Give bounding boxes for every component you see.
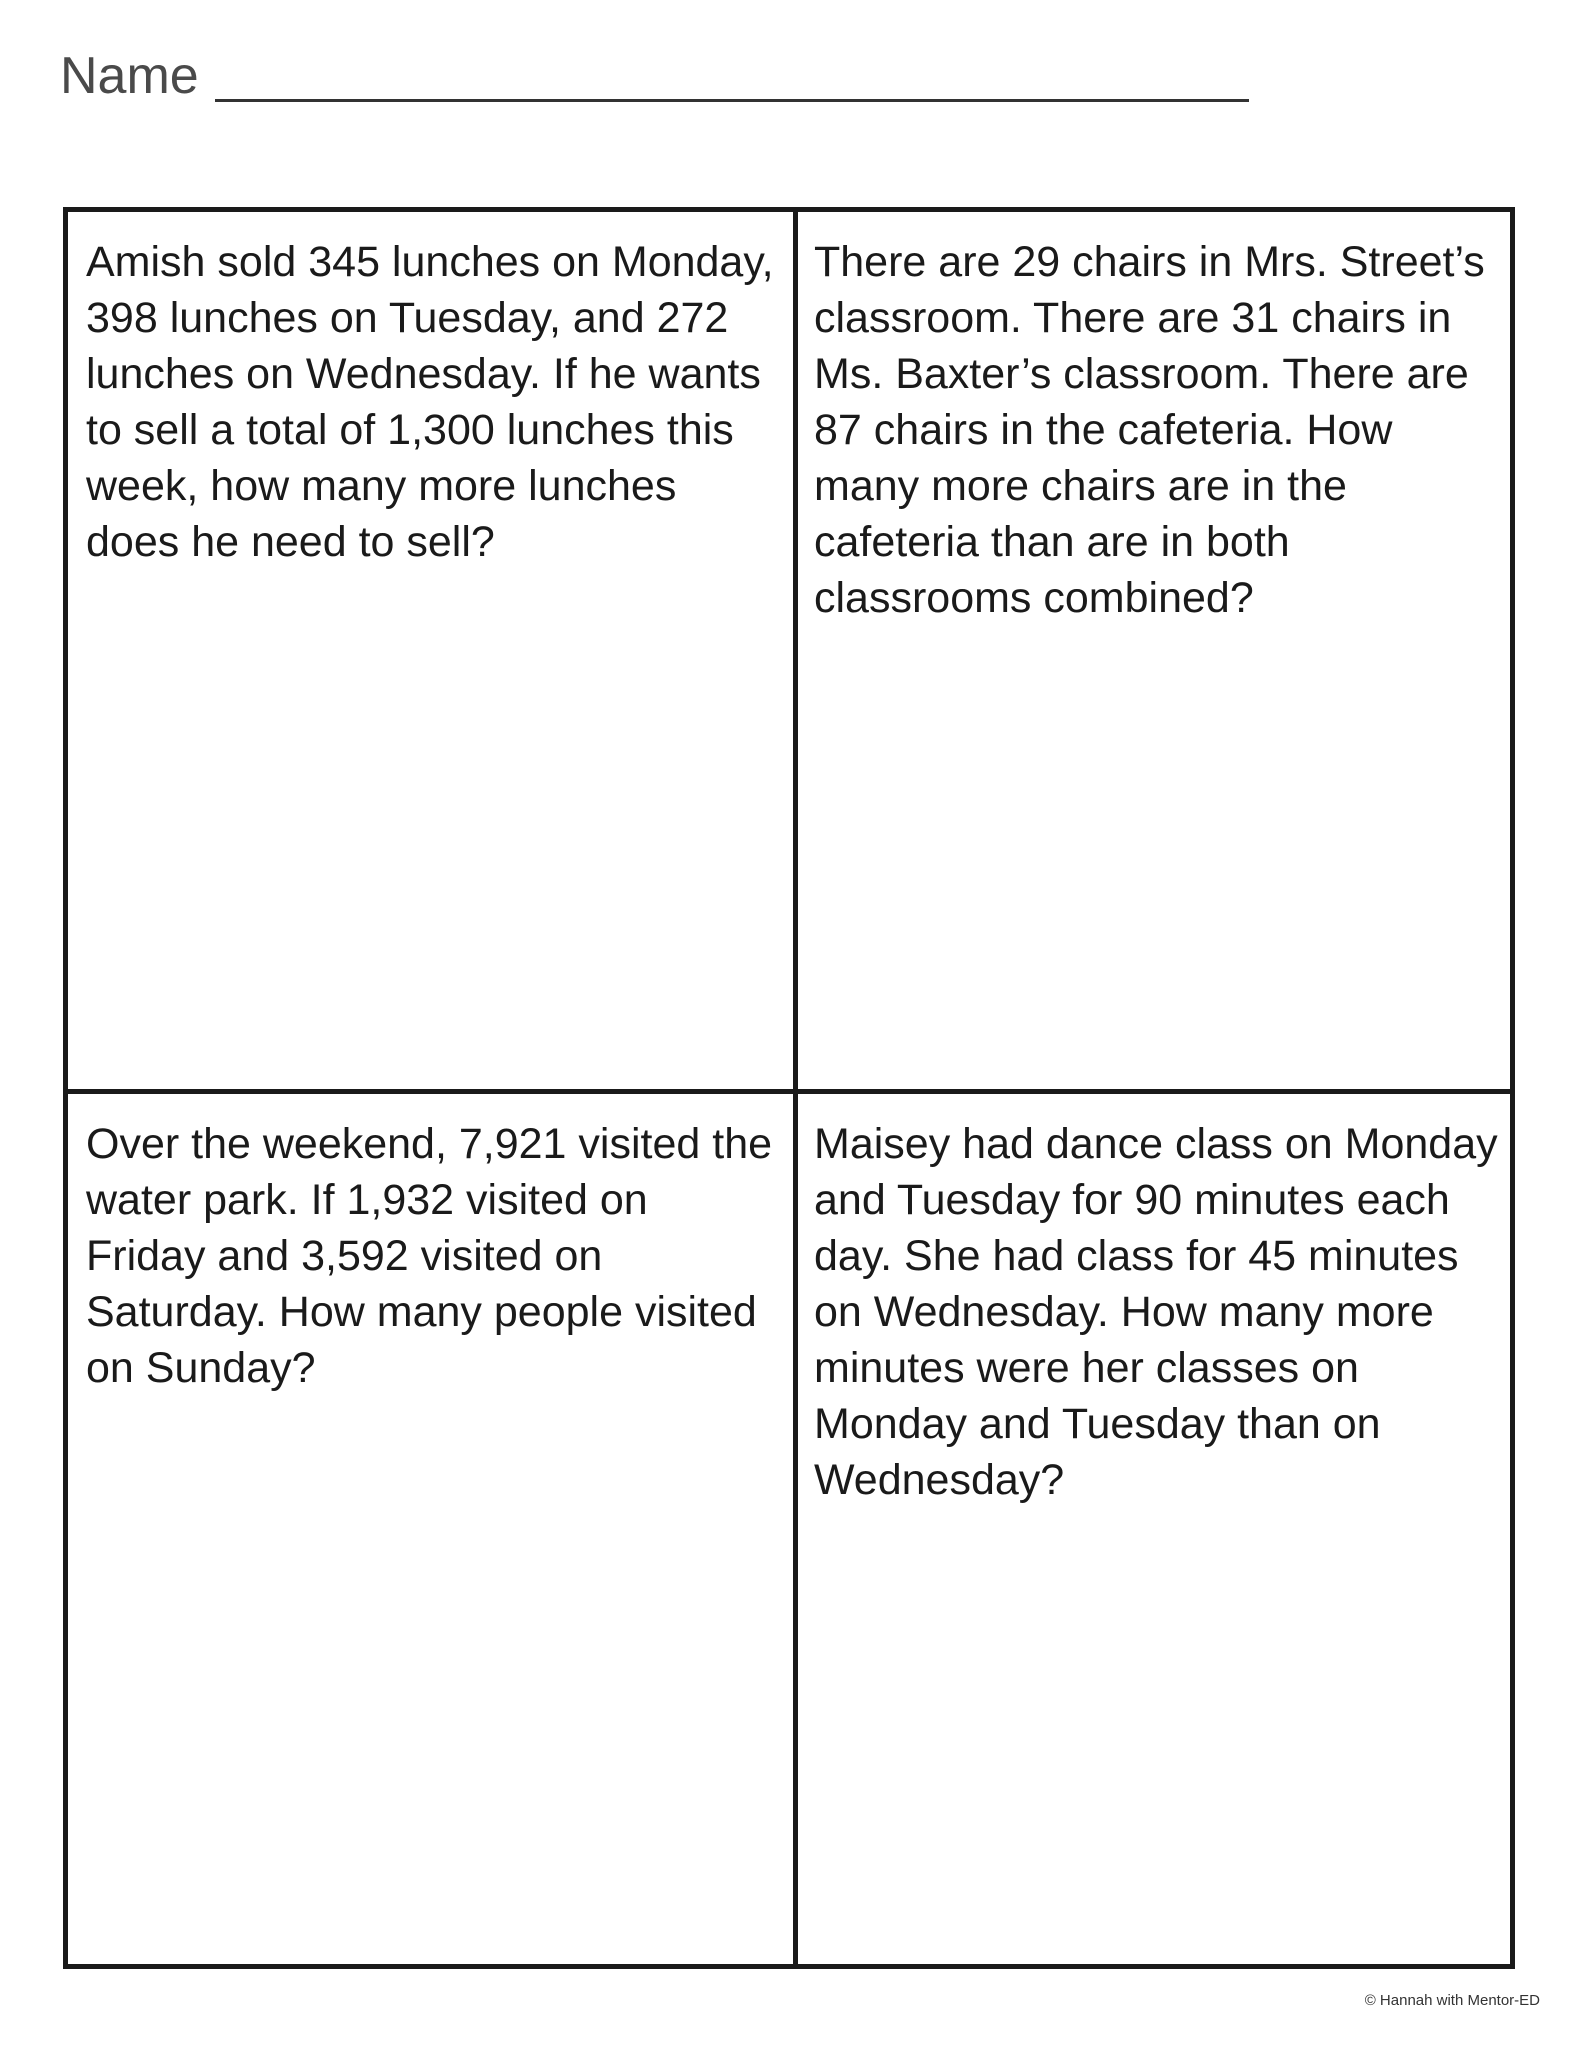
problem-box-3[interactable] <box>68 1089 793 1964</box>
problem-box-2[interactable] <box>793 212 1510 1089</box>
problem-text: Over the weekend, 7,921 visited the water park. If 1,932 visited on Friday and 3,592 visited on Saturday. How many people visited on Sunday? <box>86 1120 773 1392</box>
problem-text: Amish sold 345 lunches on Monday, 398 lunches on Tuesday, and 272 lunches on Wednesday. If he wants to sell a total of 1,300 lunches this week, how many more lunches does he need to sell? <box>86 238 774 566</box>
problem-text: Maisey had dance class on Monday and Tuesday for 90 minutes each day. She had class for 45 minutes on Wednesday. How many more minutes were her classes on Monday and Tuesday than on Wednesday? <box>814 1120 1498 1504</box>
problem-box-4[interactable] <box>793 1089 1510 1964</box>
problem-grid <box>63 207 1515 1969</box>
copyright-footer: © Hannah with Mentor-ED <box>1364 1992 1540 2009</box>
name-label: Name <box>60 47 199 105</box>
problem-text: There are 29 chairs in Mrs. Street’s classroom. There are 31 chairs in Ms. Baxter’s classroom. There are 87 chairs in the cafeteria. How many more chairs are in the cafeteria than are in both classrooms combined? <box>814 238 1485 622</box>
name-write-line[interactable] <box>215 99 1249 102</box>
problem-box-1[interactable] <box>68 212 793 1089</box>
name-row <box>60 47 1249 105</box>
